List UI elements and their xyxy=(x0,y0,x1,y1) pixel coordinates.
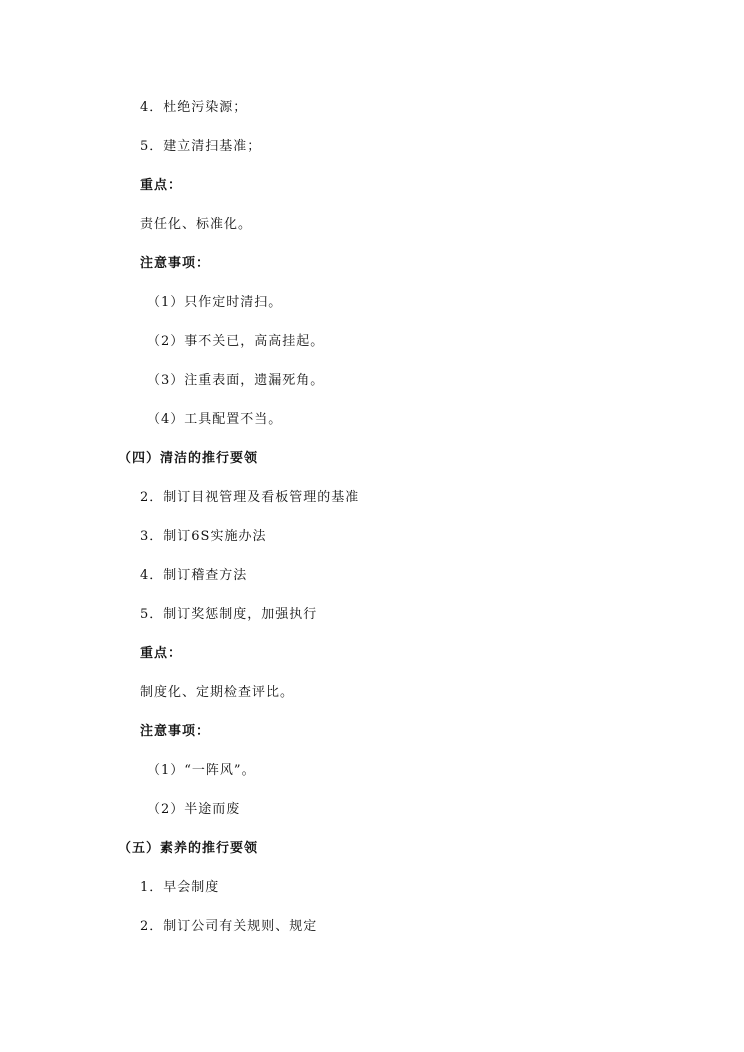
caution-label: 注意事项： xyxy=(140,256,211,271)
focus-text: 制度化、定期检查评比。 xyxy=(140,685,295,700)
list-item: 1．早会制度 xyxy=(140,880,220,895)
list-item: 2．制订公司有关规则、规定 xyxy=(140,919,318,934)
list-item: 4．杜绝污染源； xyxy=(140,100,248,115)
focus-text: 责任化、标准化。 xyxy=(140,217,253,232)
section-heading: （四）清洁的推行要领 xyxy=(118,451,259,466)
section-heading: （五）素养的推行要领 xyxy=(118,841,259,856)
list-item: 2．制订目视管理及看板管理的基准 xyxy=(140,490,360,505)
list-item: 5．制订奖惩制度，加强执行 xyxy=(140,607,318,622)
focus-label: 重点： xyxy=(140,646,183,661)
caution-item: （4）工具配置不当。 xyxy=(147,412,283,427)
caution-item: （1）只作定时清扫。 xyxy=(147,295,283,310)
list-item: 5．建立清扫基准； xyxy=(140,139,262,154)
caution-item: （3）注重表面，遗漏死角。 xyxy=(147,373,325,388)
list-item: 3．制订6S实施办法 xyxy=(140,529,267,544)
list-item: 4．制订稽查方法 xyxy=(140,568,248,583)
caution-item: （2）半途而废 xyxy=(147,802,241,817)
caution-label: 注意事项： xyxy=(140,724,211,739)
caution-item: （2）事不关已，高高挂起。 xyxy=(147,334,325,349)
caution-item: （1）“一阵风”。 xyxy=(147,763,256,778)
focus-label: 重点： xyxy=(140,178,183,193)
